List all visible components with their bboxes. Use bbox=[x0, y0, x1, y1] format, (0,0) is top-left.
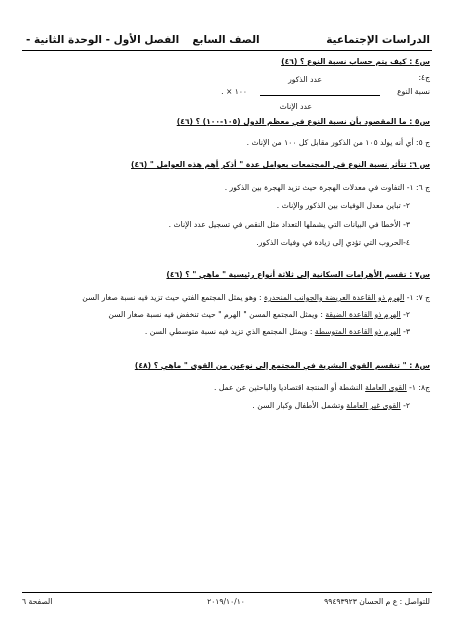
footer-contact: للتواصل : ع م الحسان ٩٩٤٩٣٩٢٣ bbox=[324, 597, 430, 606]
header-rule bbox=[22, 50, 432, 51]
footer-rule bbox=[22, 592, 432, 593]
answer-7-item-3 bbox=[145, 328, 410, 337]
answer-7-item-2-term: الهرم ذو القاعدة الضيقة bbox=[325, 310, 401, 319]
answer-7-item-3-prefix: ٣- bbox=[400, 327, 410, 336]
answer-7-item-3-rest: : ويمثل المجتمع الذي تزيد فيه نسبة متوسطي السن . bbox=[144, 327, 315, 336]
answer-8-item-2 bbox=[252, 402, 410, 411]
question-4: س٤ : كيف يتم حساب نسبة النوع ؟ (٤٦) bbox=[281, 57, 430, 66]
question-8: س٨ : " تنقسم القوى البشرية في المجتمع إلى نوعين من القوى " ماهي ؟ (٤٨) bbox=[134, 361, 430, 370]
answer-7-item-1-prefix: ج ٧: ١- bbox=[404, 293, 430, 302]
answer-6-item-2: ٢- تباين معدل الوفيات بين الذكور والإناث . bbox=[276, 201, 410, 210]
answer-7-item-3-term: الهرم ذو القاعدة المتوسطة bbox=[314, 327, 401, 336]
answer-8-item-2-term: القوى غير العاملة bbox=[346, 401, 401, 410]
answer-7-item-1 bbox=[82, 294, 430, 303]
ratio-label: نسبة النوع bbox=[397, 87, 430, 96]
answer-8-item-1-prefix: ج٨: ١- bbox=[406, 383, 430, 392]
answer-8-item-2-rest: وتشمل الأطفال وكبار السن . bbox=[252, 401, 347, 410]
question-6: س ٦: تتأثر نسبة النوع في المجتمعات بعوامل عدة " أذكر أهم هذه العوامل " (٤٦) bbox=[131, 160, 430, 169]
answer-8-item-2-prefix: ٢- bbox=[400, 401, 410, 410]
answer-7-item-2 bbox=[108, 311, 410, 320]
answer-7-item-1-term: الهرم ذو القاعدة العريضة والجوانب المنحدرة bbox=[264, 293, 405, 302]
answer-8-item-1-term: القوى العاملة bbox=[365, 383, 407, 392]
answer-6-item-4: ٤-الحروب التي تؤدي إلى زيادة في وفيات الذكور. bbox=[256, 238, 410, 247]
unit-title: الفصل الأول - الوحدة الثانية - bbox=[26, 34, 180, 46]
answer-4-prefix: ج٤: bbox=[418, 73, 430, 82]
question-7: س٧ : تقسم الأهرامات السكانية إلى ثلاثة أنواع رئيسية " ماهي " ؟ (٤٦) bbox=[166, 270, 430, 279]
question-5: س٥ : ما المقصود بأن نسبة النوع في معظم الدول (١٠٥-١٠٠) ؟ (٤٦) bbox=[176, 117, 430, 126]
multiplier-text: ١٠٠ × . bbox=[221, 87, 247, 96]
numerator-text: عدد الذكور bbox=[288, 75, 322, 84]
answer-7-item-2-prefix: ٢- bbox=[400, 310, 410, 319]
denominator-text: عدد الإناث bbox=[279, 102, 312, 111]
answer-8-item-1 bbox=[214, 384, 430, 393]
subject-title: الدراسات الإجتماعية bbox=[326, 34, 430, 46]
answer-5: ج ٥: أي أنه يولد ١٠٥ من الذكور مقابل كل ١٠٠ من الإناث . bbox=[246, 138, 430, 147]
footer-page-number: الصفحة ٦ bbox=[22, 597, 53, 606]
answer-6-item-1: ج ٦: ١- التفاوت في معدلات الهجرة حيث تزيد الهجرة بين الذكور . bbox=[224, 183, 430, 192]
grade-title: الصف السابع bbox=[192, 34, 260, 46]
answer-7-item-2-rest: : ويمثل المجتمع المسن " الهرم " حيث تنخفض فيه نسبة صغار السن bbox=[108, 310, 326, 319]
answer-8-item-1-rest: النشطة أو المنتجة اقتصاديا والباحثين عن عمل . bbox=[214, 383, 366, 392]
answer-6-item-3: ٣- الأخطا في البيانات التي يشملها التعداد مثل النقص في تسجيل عدد الإناث . bbox=[168, 220, 410, 229]
answer-7-item-1-rest: : وهو يمثل المجتمع الفتي حيث تزيد فيه نسبة صغار السن bbox=[82, 293, 265, 302]
footer-date: ٢٠١٩/١٠/١٠ bbox=[207, 597, 245, 606]
fraction-bar bbox=[260, 95, 380, 96]
